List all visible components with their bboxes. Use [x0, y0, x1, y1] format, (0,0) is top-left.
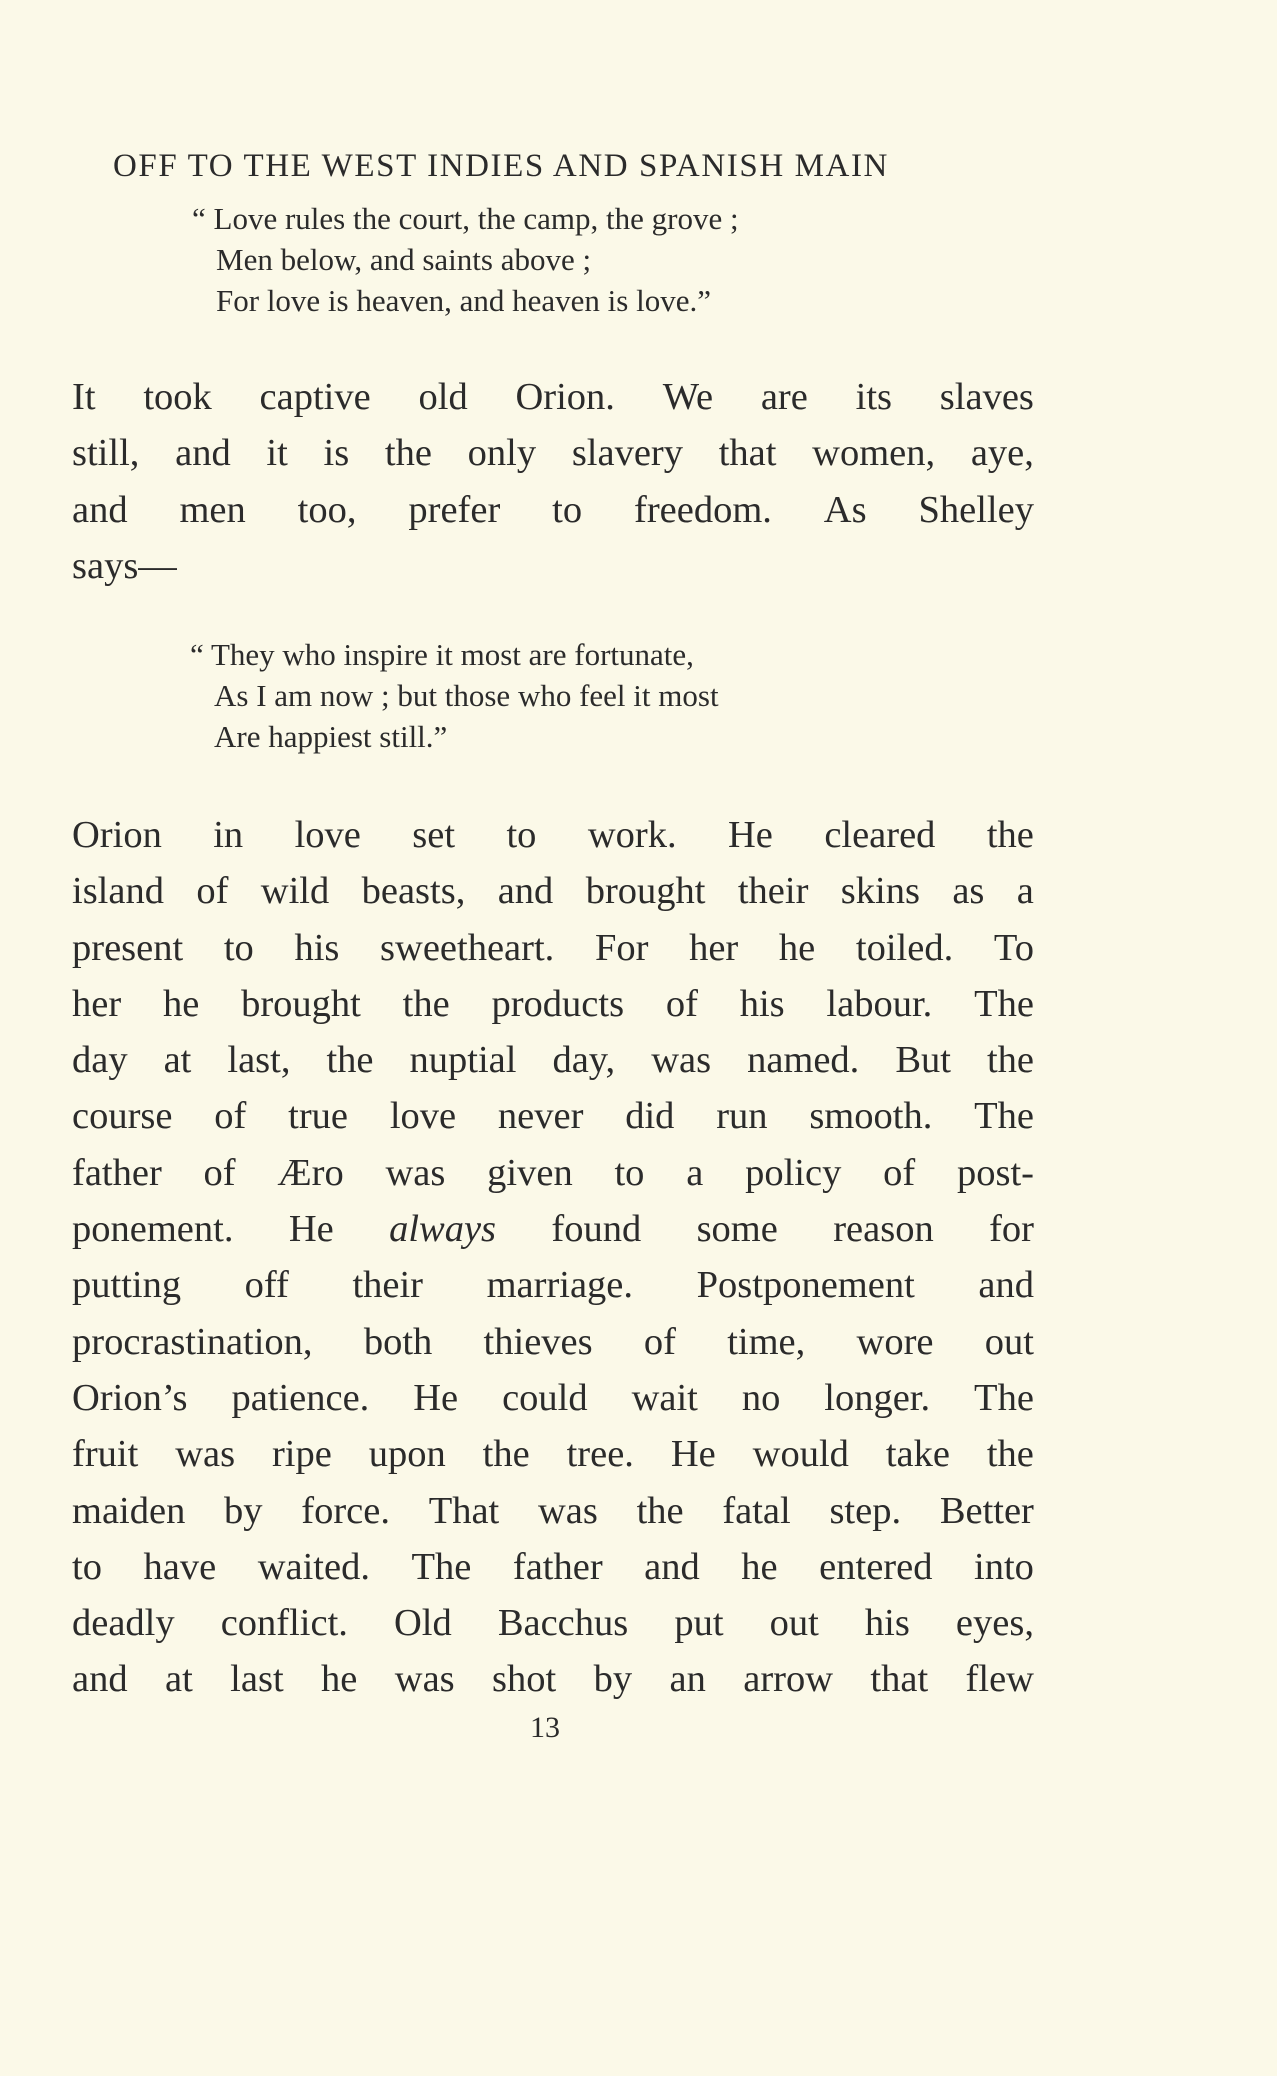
word: at — [164, 1658, 193, 1701]
word: But — [895, 1039, 951, 1082]
word: wore — [856, 1320, 934, 1363]
word: captive — [259, 376, 371, 418]
word: Shelley — [918, 488, 1034, 531]
word: his — [739, 982, 785, 1025]
word: for — [989, 1208, 1034, 1251]
word: slaves — [939, 376, 1034, 418]
word: He — [670, 1433, 716, 1476]
word: time, — [727, 1320, 806, 1363]
word: He — [288, 1208, 334, 1251]
word: conflict. — [220, 1602, 348, 1645]
word: brought — [241, 982, 361, 1025]
text-line — [72, 1314, 1034, 1370]
verse-line: Men below, and saints above ; — [216, 242, 592, 277]
paragraph-orion-in-love — [72, 807, 1034, 1708]
word: The — [974, 982, 1034, 1025]
word: he — [162, 982, 200, 1025]
word: island — [72, 870, 164, 913]
word: he — [321, 1658, 358, 1701]
word: course — [72, 1095, 173, 1138]
text-line — [72, 1651, 1034, 1707]
word: and — [644, 1545, 700, 1588]
word: out — [984, 1320, 1034, 1363]
word: sweetheart. — [380, 926, 555, 969]
word: We — [662, 376, 714, 418]
word: step. — [829, 1489, 902, 1532]
word: was — [175, 1433, 236, 1476]
verse-line: “ They who inspire it most are fortunate, — [190, 637, 694, 672]
word: He — [728, 814, 773, 856]
word: is — [323, 432, 350, 475]
word: always — [389, 1208, 497, 1251]
word: an — [669, 1658, 706, 1701]
word: deadly — [72, 1602, 175, 1645]
word: maiden — [72, 1489, 186, 1532]
word: as — [952, 870, 985, 913]
word: day, — [552, 1039, 616, 1082]
word: waited. — [257, 1545, 370, 1588]
word: To — [993, 926, 1034, 969]
word: entered — [819, 1545, 933, 1588]
word: the — [986, 1433, 1034, 1476]
word: the — [402, 982, 450, 1025]
verse-line: “ Love rules the court, the camp, the grove ; — [192, 201, 739, 236]
word: put — [674, 1602, 724, 1645]
verse-line: For love is heaven, and heaven is love.” — [216, 283, 711, 318]
word: eyes, — [955, 1602, 1034, 1645]
word: into — [974, 1545, 1034, 1588]
word: The — [974, 1095, 1034, 1138]
word: no — [741, 1376, 781, 1419]
word: and — [72, 488, 128, 531]
word: thieves — [483, 1320, 593, 1363]
verse-line: As I am now ; but those who feel it most — [214, 678, 719, 713]
text-line — [72, 369, 1034, 425]
word: the — [482, 1433, 530, 1476]
word: he — [778, 926, 816, 969]
word: and — [175, 432, 231, 475]
word: named. — [747, 1039, 860, 1082]
word: patience. — [231, 1376, 370, 1419]
word: The — [411, 1545, 472, 1588]
word: a — [1016, 870, 1034, 913]
word: off — [244, 1264, 289, 1307]
text-line — [72, 1595, 1034, 1651]
word: was — [385, 1151, 446, 1194]
verse-quotation-love — [192, 198, 739, 321]
word: he — [741, 1545, 778, 1588]
word: smooth. — [809, 1095, 933, 1138]
word: his — [864, 1602, 910, 1645]
word: Orion. — [515, 376, 615, 418]
text-line — [72, 425, 1034, 481]
word: men — [179, 488, 246, 531]
word: skins — [840, 870, 920, 913]
text-line — [72, 1483, 1034, 1539]
word: could — [502, 1376, 588, 1419]
word: was — [537, 1489, 598, 1532]
word: Orion — [72, 814, 162, 856]
word: brought — [585, 870, 706, 913]
word: did — [625, 1095, 675, 1138]
word: to — [72, 1545, 102, 1588]
text-line — [72, 976, 1034, 1032]
word: the — [636, 1489, 684, 1532]
word: some — [696, 1208, 778, 1251]
word: run — [716, 1095, 768, 1138]
word: his — [294, 926, 340, 969]
word: was — [394, 1658, 455, 1701]
word: The — [974, 1376, 1034, 1419]
word: by — [593, 1658, 633, 1701]
word: day — [72, 1039, 128, 1082]
word: ponement. — [72, 1208, 234, 1251]
word: wild — [260, 870, 330, 913]
word: old — [418, 376, 468, 418]
text-line — [72, 538, 1034, 594]
word: and — [497, 870, 554, 913]
word: tree. — [566, 1433, 634, 1476]
word: wait — [631, 1376, 698, 1419]
text-line — [72, 1426, 1034, 1482]
word: work. — [587, 814, 677, 856]
word: reason — [833, 1208, 934, 1251]
word: upon — [368, 1433, 446, 1476]
word: of — [643, 1320, 676, 1363]
word: Postponement — [696, 1264, 915, 1307]
word: was — [651, 1039, 712, 1082]
text-line — [72, 482, 1034, 538]
text-line — [72, 1257, 1034, 1313]
text-line — [72, 1032, 1034, 1088]
page-number: 13 — [530, 1711, 560, 1744]
word: policy — [745, 1151, 842, 1194]
word: slavery — [571, 432, 683, 475]
word: aye, — [970, 432, 1034, 475]
word: love — [294, 814, 361, 856]
text-line — [72, 863, 1034, 919]
word: to — [506, 814, 537, 856]
word: to — [614, 1151, 645, 1194]
word: women, — [812, 432, 936, 475]
word: Better — [939, 1489, 1034, 1532]
text-line — [72, 1088, 1034, 1144]
verse-quotation-shelley — [190, 634, 719, 757]
verse-line: Are happiest still.” — [214, 719, 448, 754]
text-line — [72, 1201, 1034, 1257]
text-line — [72, 920, 1034, 976]
word: For — [594, 926, 649, 969]
word: their — [352, 1264, 424, 1307]
word: procrastination, — [72, 1320, 313, 1363]
word: marriage. — [486, 1264, 634, 1307]
word: their — [737, 870, 809, 913]
word: putting — [72, 1264, 182, 1307]
word: by — [224, 1489, 263, 1532]
word: the — [986, 814, 1034, 856]
word: It — [72, 376, 96, 418]
word: present — [72, 926, 184, 969]
text-line — [72, 1370, 1034, 1426]
word: the — [384, 432, 432, 475]
word: force. — [301, 1489, 390, 1532]
word: both — [363, 1320, 433, 1363]
word: says— — [72, 544, 177, 587]
word: freedom. — [634, 488, 772, 531]
word: of — [203, 1151, 236, 1194]
word: father — [512, 1545, 603, 1588]
word: ripe — [271, 1433, 332, 1476]
word: of — [665, 982, 698, 1025]
word: of — [214, 1095, 247, 1138]
word: prefer — [408, 488, 501, 531]
word: last — [230, 1658, 284, 1701]
word: found — [551, 1208, 642, 1251]
text-line — [72, 807, 1034, 863]
word: father — [72, 1151, 162, 1194]
word: to — [552, 488, 583, 531]
word: love — [389, 1095, 457, 1138]
word: of — [883, 1151, 916, 1194]
word: flew — [965, 1658, 1034, 1701]
word: Æro — [277, 1151, 344, 1194]
word: arrow — [743, 1658, 834, 1701]
word: beasts, — [361, 870, 466, 913]
word: That — [428, 1489, 500, 1532]
word: Bacchus — [497, 1602, 629, 1645]
word: Orion’s — [72, 1376, 188, 1419]
word: out — [769, 1602, 819, 1645]
word: to — [223, 926, 254, 969]
running-head: OFF TO THE WEST INDIES AND SPANISH MAIN — [113, 148, 889, 184]
word: took — [143, 376, 212, 418]
word: that — [718, 432, 777, 475]
word: toiled. — [855, 926, 954, 969]
word: her — [689, 926, 739, 969]
word: last, — [227, 1039, 291, 1082]
word: longer. — [824, 1376, 931, 1419]
word: fatal — [722, 1489, 791, 1532]
word: and — [978, 1264, 1034, 1307]
word: have — [143, 1545, 217, 1588]
word: in — [213, 814, 244, 856]
word: a — [686, 1151, 704, 1194]
word: Old — [394, 1602, 452, 1645]
word: would — [752, 1433, 849, 1476]
word: of — [196, 870, 229, 913]
paragraph-orion-captive — [72, 369, 1034, 594]
word: shot — [492, 1658, 557, 1701]
word: it — [266, 432, 288, 475]
word: too, — [297, 488, 357, 531]
word: set — [412, 814, 456, 856]
word: As — [823, 488, 867, 531]
word: the — [986, 1039, 1034, 1082]
word: the — [326, 1039, 374, 1082]
word: are — [760, 376, 808, 418]
word: cleared — [824, 814, 936, 856]
word: and — [72, 1658, 128, 1701]
word: still, — [72, 432, 140, 475]
word: that — [870, 1658, 929, 1701]
word: products — [491, 982, 625, 1025]
word: her — [72, 982, 122, 1025]
word: He — [413, 1376, 459, 1419]
word: never — [497, 1095, 584, 1138]
word: post- — [956, 1151, 1034, 1194]
word: at — [163, 1039, 192, 1082]
word: fruit — [72, 1433, 139, 1476]
word: only — [467, 432, 537, 475]
word: true — [288, 1095, 349, 1138]
text-line — [72, 1145, 1034, 1201]
word: nuptial — [409, 1039, 517, 1082]
word: take — [885, 1433, 950, 1476]
word: given — [487, 1151, 573, 1194]
word: its — [855, 376, 893, 418]
word: labour. — [826, 982, 933, 1025]
text-line — [72, 1539, 1034, 1595]
